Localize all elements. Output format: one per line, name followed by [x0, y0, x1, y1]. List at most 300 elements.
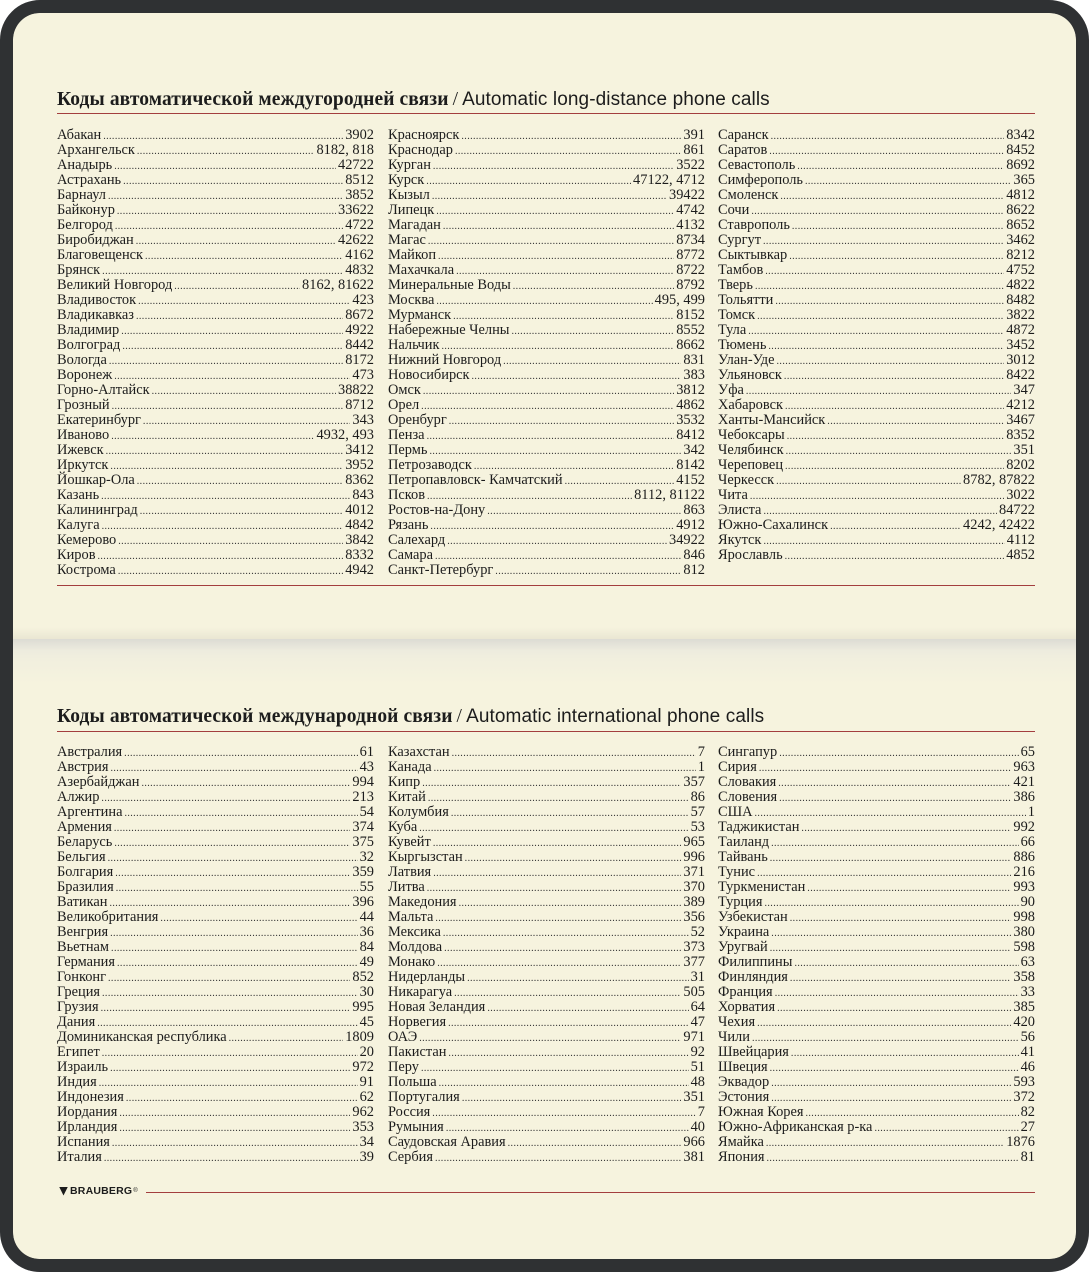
brand-triangle-icon: [59, 1187, 68, 1196]
dialing-code: 4942: [345, 562, 374, 578]
phone-code-entry: [388, 760, 705, 775]
location-name: Майкоп: [388, 247, 437, 263]
phone-code-entry: [388, 1120, 705, 1135]
location-name: Севастополь: [718, 157, 796, 173]
dot-leader: [111, 941, 358, 956]
dialing-code: 8622: [1006, 202, 1035, 218]
location-name: Ирландия: [57, 1119, 118, 1135]
dot-leader: [775, 986, 1019, 1001]
dot-leader: [433, 866, 681, 881]
phone-code-entry: [718, 308, 1035, 323]
dialing-code: 8552: [676, 322, 705, 338]
dialing-code: 86: [690, 789, 705, 805]
dot-leader: [419, 1031, 681, 1046]
dot-leader: [768, 339, 1004, 354]
dot-leader: [794, 956, 1018, 971]
dialing-code: 4012: [345, 502, 374, 518]
phone-code-entry: [388, 955, 705, 970]
dot-leader: [136, 309, 343, 324]
dot-leader: [448, 1016, 689, 1031]
phone-code-entry: [388, 1135, 705, 1150]
phone-code-entry: [57, 1000, 374, 1015]
dialing-code: 4852: [1006, 547, 1035, 563]
dialing-code: 27: [1020, 1119, 1035, 1135]
phone-code-entry: [718, 383, 1035, 398]
dot-leader: [827, 414, 1004, 429]
dialing-code: 4132: [676, 217, 705, 233]
location-name: Ставрополь: [718, 217, 790, 233]
location-name: Чехия: [718, 1014, 756, 1030]
phone-code-entry: [57, 745, 374, 760]
phone-code-entry: [57, 293, 374, 308]
dialing-code: 47: [690, 1014, 705, 1030]
dialing-code: 55: [359, 879, 374, 895]
dot-leader: [444, 941, 681, 956]
dialing-code: 45: [359, 1014, 374, 1030]
phone-code-entry: [57, 985, 374, 1000]
dot-leader: [503, 354, 681, 369]
domestic-column-3: [718, 128, 1035, 563]
location-name: Горно-Алтайск: [57, 382, 150, 398]
phone-code-entry: [388, 173, 705, 188]
dot-leader: [757, 1016, 1011, 1031]
dialing-code: 373: [683, 939, 705, 955]
dot-leader: [117, 204, 336, 219]
dot-leader: [102, 519, 344, 534]
dot-leader: [102, 1046, 358, 1061]
dot-leader: [472, 369, 682, 384]
dot-leader: [746, 384, 1012, 399]
phone-code-entry: [388, 188, 705, 203]
dialing-code: 4752: [1006, 262, 1035, 278]
phone-code-entry: [388, 940, 705, 955]
location-name: Улан-Уде: [718, 352, 775, 368]
dot-leader: [428, 234, 674, 249]
phone-code-entry: [718, 368, 1035, 383]
location-name: Украина: [718, 924, 770, 940]
location-name: Греция: [57, 984, 101, 1000]
dialing-code: 8212: [1006, 247, 1035, 263]
phone-code-entry: [388, 143, 705, 158]
dot-leader: [160, 911, 357, 926]
dialing-code: 8112, 81122: [634, 487, 705, 503]
brand-registered-mark: ®: [133, 1188, 138, 1194]
location-name: Красноярск: [388, 127, 460, 143]
dialing-code: 8332: [345, 547, 374, 563]
dialing-code: 8412: [676, 427, 705, 443]
phone-code-entry: [718, 940, 1035, 955]
international-title-ru: Коды автоматической международной связи: [57, 706, 453, 727]
domestic-bottom-rule: [57, 585, 1035, 586]
dot-leader: [785, 549, 1005, 564]
location-name: Архангельск: [57, 142, 135, 158]
location-name: Индия: [57, 1074, 97, 1090]
dialing-code: 495, 499: [654, 292, 705, 308]
dot-leader: [769, 144, 1004, 159]
phone-code-entry: [57, 383, 374, 398]
dot-leader: [427, 429, 675, 444]
dialing-code: 82: [1020, 1104, 1035, 1120]
dot-leader: [436, 294, 652, 309]
dialing-code: 4742: [676, 202, 705, 218]
dialing-code: 36: [359, 924, 374, 940]
dialing-code: 81: [1020, 1149, 1035, 1165]
dialing-code: 7: [697, 1104, 705, 1120]
location-name: Монако: [388, 954, 436, 970]
dot-leader: [454, 986, 681, 1001]
location-name: Россия: [388, 1104, 431, 1120]
domestic-column-1: [57, 128, 374, 578]
phone-code-entry: [57, 398, 374, 413]
location-name: Кувейт: [388, 834, 431, 850]
international-column-3: [718, 745, 1035, 1165]
location-name: США: [718, 804, 753, 820]
location-name: Благовещенск: [57, 247, 144, 263]
phone-code-entry: [57, 338, 374, 353]
location-name: ОАЭ: [388, 1029, 418, 1045]
phone-code-entry: [388, 745, 705, 760]
dialing-code: 4922: [345, 322, 374, 338]
dot-leader: [874, 1121, 1018, 1136]
dot-leader: [109, 354, 343, 369]
phone-code-entry: [388, 1015, 705, 1030]
dot-leader: [790, 911, 1012, 926]
dot-leader: [101, 1001, 351, 1016]
dialing-code: 90: [1020, 894, 1035, 910]
phone-code-entry: [388, 790, 705, 805]
phone-code-entry: [718, 1150, 1035, 1165]
dot-leader: [780, 189, 1004, 204]
dialing-code: 4912: [676, 517, 705, 533]
location-name: Польша: [388, 1074, 437, 1090]
dialing-code: 8692: [1006, 157, 1035, 173]
location-name: Индонезия: [57, 1089, 124, 1105]
location-name: Саратов: [718, 142, 768, 158]
location-name: Белгород: [57, 217, 113, 233]
location-name: Венгрия: [57, 924, 109, 940]
dialing-code: 505: [683, 984, 705, 1000]
dot-leader: [771, 1091, 1011, 1106]
location-name: Дания: [57, 1014, 96, 1030]
location-name: Литва: [388, 879, 425, 895]
location-name: Самара: [388, 547, 433, 563]
dialing-code: 992: [1013, 819, 1035, 835]
phone-code-entry: [718, 338, 1035, 353]
dialing-code: 216: [1013, 864, 1035, 880]
phone-code-entry: [57, 203, 374, 218]
dialing-code: 8342: [1006, 127, 1035, 143]
location-name: Бельгия: [57, 849, 106, 865]
phone-code-entry: [57, 850, 374, 865]
phone-code-entry: [718, 293, 1035, 308]
phone-code-entry: [57, 158, 374, 173]
dialing-code: 3522: [676, 157, 705, 173]
dot-leader: [495, 564, 681, 579]
dot-leader: [108, 971, 350, 986]
phone-code-entry: [718, 1030, 1035, 1045]
dot-leader: [771, 1076, 1011, 1091]
location-name: Йошкар-Ола: [57, 472, 135, 488]
dialing-code: 383: [683, 367, 705, 383]
dialing-code: 351: [1013, 442, 1035, 458]
location-name: Гонконг: [57, 969, 107, 985]
location-name: Южная Корея: [718, 1104, 804, 1120]
phone-code-entry: [388, 1045, 705, 1060]
location-name: Беларусь: [57, 834, 113, 850]
location-name: Никарагуа: [388, 984, 453, 1000]
phone-code-entry: [718, 413, 1035, 428]
dialing-code: 213: [352, 789, 374, 805]
dot-leader: [174, 279, 300, 294]
dialing-code: 357: [683, 774, 705, 790]
dialing-code: 49: [359, 954, 374, 970]
location-name: Молдова: [388, 939, 443, 955]
dot-leader: [759, 761, 1012, 776]
location-name: Ярославль: [718, 547, 783, 563]
phone-code-entry: [57, 1015, 374, 1030]
phone-code-entry: [57, 835, 374, 850]
location-name: Оренбург: [388, 412, 447, 428]
location-name: Румыния: [388, 1119, 444, 1135]
location-name: Новосибирск: [388, 367, 470, 383]
location-name: Череповец: [718, 457, 784, 473]
location-name: Махачкала: [388, 262, 455, 278]
dialing-code: 8792: [676, 277, 705, 293]
phone-code-entry: [57, 790, 374, 805]
dot-leader: [766, 1136, 1004, 1151]
dialing-code: 8734: [676, 232, 705, 248]
dot-leader: [108, 851, 358, 866]
phone-code-entry: [718, 233, 1035, 248]
dialing-code: 4822: [1006, 277, 1035, 293]
dot-leader: [790, 971, 1011, 986]
dialing-code: 3022: [1006, 487, 1035, 503]
dot-leader: [106, 444, 344, 459]
phone-code-entry: [718, 218, 1035, 233]
location-name: Элиста: [718, 502, 762, 518]
dialing-code: 8782, 87822: [963, 472, 1035, 488]
phone-code-entry: [388, 985, 705, 1000]
phone-code-entry: [57, 128, 374, 143]
phone-code-entry: [388, 548, 705, 563]
location-name: Курган: [388, 157, 431, 173]
dot-leader: [140, 504, 344, 519]
dot-leader: [114, 159, 336, 174]
phone-code-entry: [57, 428, 374, 443]
dialing-code: 993: [1013, 879, 1035, 895]
location-name: Екатеринбург: [57, 412, 141, 428]
domestic-title-en: Automatic long-distance phone calls: [462, 89, 770, 110]
dialing-code: 84722: [999, 502, 1035, 518]
location-name: Чита: [718, 487, 748, 503]
location-name: Австралия: [57, 744, 123, 760]
dot-leader: [152, 384, 336, 399]
location-name: Новая Зеландия: [388, 999, 486, 1015]
location-name: Италия: [57, 1149, 102, 1165]
dialing-code: 358: [1013, 969, 1035, 985]
location-name: Астрахань: [57, 172, 122, 188]
dialing-code: 995: [352, 999, 374, 1015]
location-name: Казань: [57, 487, 100, 503]
dot-leader: [770, 1061, 1019, 1076]
phone-code-entry: [388, 835, 705, 850]
dot-leader: [419, 821, 688, 836]
location-name: Пакистан: [388, 1044, 447, 1060]
phone-code-entry: [388, 473, 705, 488]
international-codes-page: [13, 639, 1076, 1259]
location-name: Мальта: [388, 909, 434, 925]
domestic-title-separator: /: [452, 89, 459, 110]
dot-leader: [770, 941, 1012, 956]
location-name: Алжир: [57, 789, 100, 805]
dialing-code: 56: [1020, 1029, 1035, 1045]
dot-leader: [98, 549, 344, 564]
phone-code-entry: [57, 925, 374, 940]
phone-code-entry: [718, 760, 1035, 775]
phone-code-entry: [388, 443, 705, 458]
dialing-code: 1: [1027, 804, 1035, 820]
phone-code-entry: [718, 263, 1035, 278]
dialing-code: 47122, 4712: [633, 172, 705, 188]
location-name: Москва: [388, 292, 435, 308]
dot-leader: [449, 414, 674, 429]
phone-code-entry: [57, 233, 374, 248]
phone-code-entry: [57, 173, 374, 188]
dialing-code: 8352: [1006, 427, 1035, 443]
location-name: Австрия: [57, 759, 109, 775]
phone-code-entry: [718, 188, 1035, 203]
dot-leader: [786, 444, 1012, 459]
phone-code-entry: [388, 925, 705, 940]
dot-leader: [755, 279, 1004, 294]
dialing-code: 598: [1013, 939, 1035, 955]
dot-leader: [110, 926, 358, 941]
dialing-code: 994: [352, 774, 374, 790]
dialing-code: 831: [683, 352, 705, 368]
dot-leader: [807, 881, 1011, 896]
dialing-code: 4162: [345, 247, 374, 263]
location-name: Вологда: [57, 352, 107, 368]
location-name: Туркменистан: [718, 879, 806, 895]
phone-code-entry: [57, 940, 374, 955]
phone-code-entry: [388, 850, 705, 865]
location-name: Челябинск: [718, 442, 784, 458]
dialing-code: 3467: [1006, 412, 1035, 428]
dot-leader: [421, 399, 674, 414]
dot-leader: [116, 881, 358, 896]
dot-leader: [776, 474, 961, 489]
dot-leader: [111, 429, 314, 444]
phone-code-entry: [57, 248, 374, 263]
dialing-code: 381: [683, 1149, 705, 1165]
dialing-code: 46: [1020, 1059, 1035, 1075]
dialing-code: 8652: [1006, 217, 1035, 233]
phone-code-entry: [388, 323, 705, 338]
dialing-code: 8182, 818: [316, 142, 374, 158]
international-bottom-rule: [146, 1192, 1035, 1193]
phone-code-entry: [718, 488, 1035, 503]
dot-leader: [801, 821, 1011, 836]
location-name: Грузия: [57, 999, 99, 1015]
phone-code-entry: [57, 1090, 374, 1105]
dot-leader: [765, 264, 1004, 279]
phone-code-entry: [57, 1105, 374, 1120]
phone-code-entry: [718, 1045, 1035, 1060]
dialing-code: 374: [352, 819, 374, 835]
phone-code-entry: [57, 443, 374, 458]
dialing-code: 962: [352, 1104, 374, 1120]
dialing-code: 343: [352, 412, 374, 428]
dot-leader: [779, 791, 1011, 806]
dot-leader: [771, 836, 1018, 851]
location-name: Эстония: [718, 1089, 770, 1105]
dot-leader: [123, 174, 343, 189]
phone-code-entry: [57, 533, 374, 548]
location-name: Курск: [388, 172, 425, 188]
dialing-code: 473: [352, 367, 374, 383]
phone-code-entry: [718, 533, 1035, 548]
phone-code-entry: [388, 1090, 705, 1105]
phone-code-entry: [718, 1075, 1035, 1090]
dialing-code: 63: [1020, 954, 1035, 970]
phone-code-entry: [388, 383, 705, 398]
dot-leader: [104, 1151, 358, 1166]
dot-leader: [432, 1106, 696, 1121]
location-name: Тула: [718, 322, 747, 338]
phone-code-entry: [718, 1015, 1035, 1030]
dot-leader: [791, 1046, 1019, 1061]
dot-leader: [487, 1001, 688, 1016]
dialing-code: 386: [1013, 789, 1035, 805]
dot-leader: [777, 354, 1005, 369]
location-name: Сербия: [388, 1149, 433, 1165]
phone-code-entry: [57, 820, 374, 835]
dialing-code: 972: [352, 1059, 374, 1075]
phone-code-entry: [718, 910, 1035, 925]
phone-code-entry: [388, 338, 705, 353]
phone-code-entry: [57, 458, 374, 473]
dot-leader: [122, 339, 343, 354]
dialing-code: 66: [1020, 834, 1035, 850]
location-name: Чили: [718, 1029, 750, 1045]
phone-code-entry: [718, 925, 1035, 940]
dot-leader: [778, 776, 1011, 791]
location-name: Тайвань: [718, 849, 768, 865]
phone-code-entry: [57, 1060, 374, 1075]
location-name: Эквадор: [718, 1074, 770, 1090]
phone-code-entry: [57, 188, 374, 203]
dot-leader: [137, 474, 343, 489]
dialing-code: 8722: [676, 262, 705, 278]
dialing-code: 3532: [676, 412, 705, 428]
dialing-code: 4112: [1006, 532, 1035, 548]
location-name: Македония: [388, 894, 457, 910]
location-name: Иркутск: [57, 457, 109, 473]
domestic-title-ru: Коды автоматической междугородней связи: [57, 89, 449, 110]
phone-code-entry: [388, 820, 705, 835]
dialing-code: 8772: [676, 247, 705, 263]
location-name: Уругвай: [718, 939, 768, 955]
phone-code-entry: [718, 790, 1035, 805]
dialing-code: 91: [359, 1074, 374, 1090]
phone-code-entry: [718, 323, 1035, 338]
dialing-code: 861: [683, 142, 705, 158]
dialing-code: 48: [690, 1074, 705, 1090]
phone-code-entry: [57, 548, 374, 563]
location-name: Португалия: [388, 1089, 460, 1105]
phone-code-entry: [57, 955, 374, 970]
phone-code-entry: [57, 775, 374, 790]
